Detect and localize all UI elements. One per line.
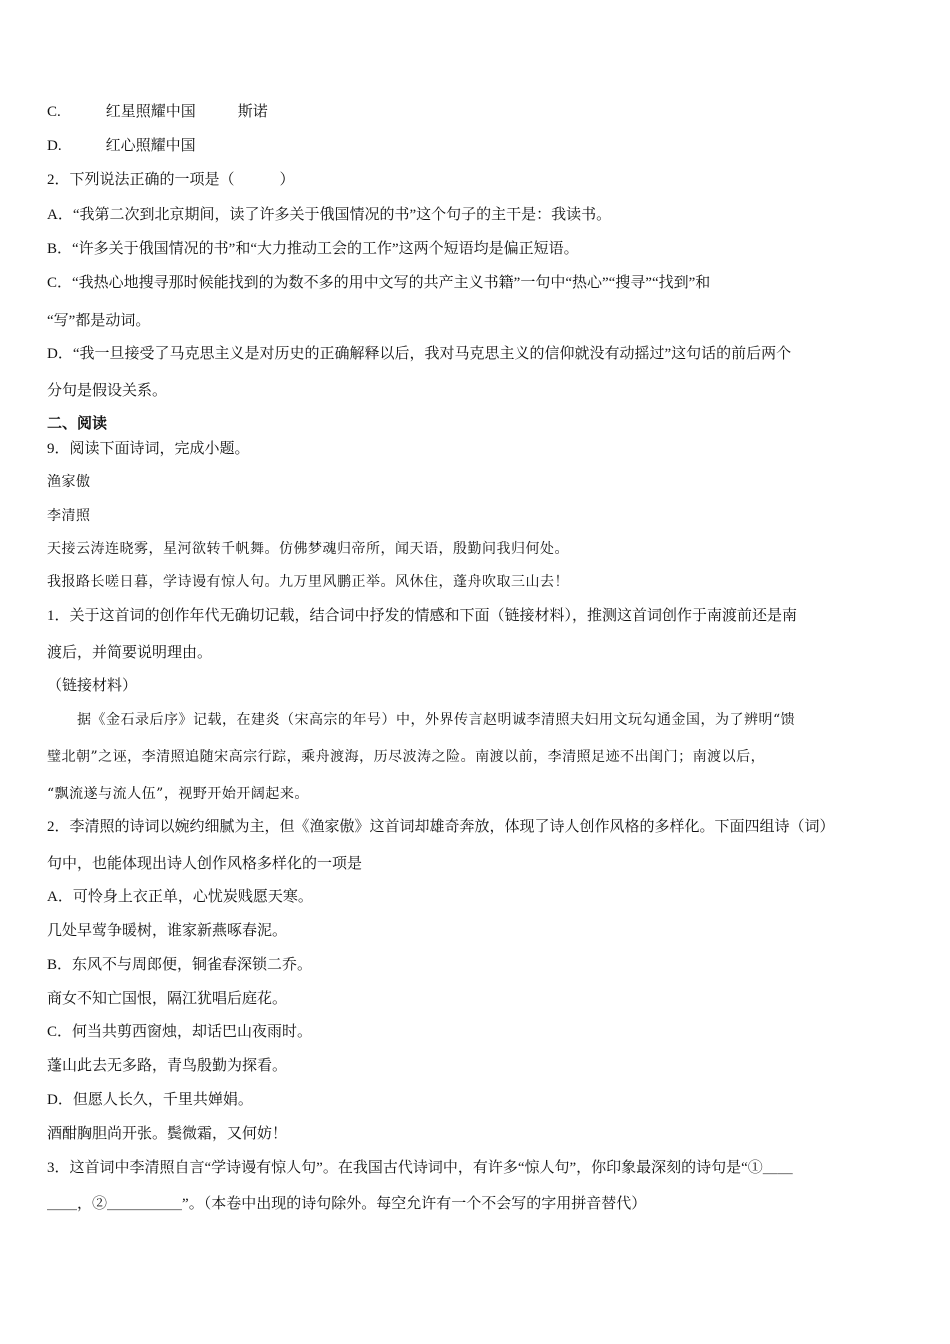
book-title: 红星照耀中国 — [105, 104, 196, 120]
subquestion-3-text: 3．这首词中李清照自言“学诗谩有惊人句”。在我国古代诗词中，有许多“惊人句”，你印象最深刻的诗句是“ — [47, 1160, 748, 1176]
answer-blank-1-cont[interactable]: ＿＿ — [47, 1196, 78, 1212]
question-2-option-c-cont: “写”都是动词。 — [47, 313, 151, 329]
poem-line-1: 天接云涛连晓雾，星河欲转千帆舞。仿佛梦魂归帝所，闻天语，殷勤问我归何处。 — [47, 541, 569, 557]
link-material-label: （链接材料） — [47, 678, 138, 694]
separator: ， — [77, 1196, 93, 1212]
sq2-option-c-cont: 蓬山此去无多路，青鸟殷勤为探看。 — [47, 1058, 288, 1074]
answer-blank-1[interactable]: ①＿＿ — [747, 1160, 793, 1176]
subquestion-2-cont: 句中，也能体现出诗人创作风格多样化的一项是 — [47, 856, 363, 872]
subquestion-1-cont: 渡后，并简要说明理由。 — [47, 645, 213, 661]
sq2-option-b: B．东风不与周郎便，铜雀春深锁二乔。 — [47, 957, 313, 973]
question-2-option-d-cont: 分句是假设关系。 — [47, 383, 168, 399]
sq2-option-a-cont: 几处早莺争暖树，谁家新燕啄春泥。 — [47, 923, 288, 939]
sq2-option-b-cont: 商女不知亡国恨，隔江犹唱后庭花。 — [47, 991, 288, 1007]
link-material-line-1: 据《金石录后序》记载，在建炎（宋高宗的年号）中，外界传言赵明诚李清照夫妇用文玩勾通金国，为了辨明“馈 — [77, 712, 796, 728]
question-2-option-c: C．“我热心地搜寻那时候能找到的为数不多的用中文写的共产主义书籍”一句中“热心”“搜寻”“找到”和 — [47, 275, 711, 291]
subquestion-3-cont — [47, 1194, 646, 1214]
sq2-option-d: D．但愿人长久，千里共婵娟。 — [47, 1092, 253, 1108]
poem-line-2: 我报路长嗟日暮，学诗谩有惊人句。九万里风鹏正举。风休住，蓬舟吹取三山去！ — [47, 574, 569, 590]
option-label: C. — [47, 104, 61, 120]
link-material-line-2: 璧北朝”之诬，李清照追随宋高宗行踪，乘舟渡海，历尽波涛之险。南渡以前，李清照足迹不出闺门；南渡以后， — [47, 749, 766, 765]
book-author: 斯诺 — [237, 104, 268, 120]
question-2-option-d: D．“我一旦接受了马克思主义是对历史的正确解释以后，我对马克思主义的信仰就没有动摇过”这句话的前后两个 — [47, 346, 792, 362]
poem-title: 渔家傲 — [47, 474, 91, 490]
subquestion-1: 1．关于这首词的创作年代无确切记载，结合词中抒发的情感和下面（链接材料），推测这首词创作于南渡前还是南 — [47, 608, 798, 624]
question-2-option-a: A．“我第二次到北京期间，读了许多关于俄国情况的书”这个句子的主干是：我读书。 — [47, 207, 612, 223]
sq2-option-c: C．何当共剪西窗烛，却话巴山夜雨时。 — [47, 1024, 313, 1040]
section-heading: 二、阅读 — [47, 416, 108, 432]
subquestion-2: 2．李清照的诗词以婉约细腻为主，但《渔家傲》这首词却雄奇奔放，体现了诗人创作风格的多样化。下面四组诗（词） — [47, 819, 835, 835]
poem-author: 李清照 — [47, 508, 91, 524]
question-2-stem: 2．下列说法正确的一项是（ ） — [47, 172, 295, 188]
option-d-prev — [47, 136, 196, 156]
sq2-option-a: A．可怜身上衣正单，心忧炭贱愿天寒。 — [47, 889, 313, 905]
option-c-prev — [47, 102, 268, 122]
book-title: 红心照耀中国 — [105, 138, 196, 154]
sq2-option-d-cont: 酒酣胸胆尚开张。鬓微霜，又何妨！ — [47, 1126, 288, 1142]
question-2-option-b: B．“许多关于俄国情况的书”和“大力推动工会的工作”这两个短语均是偏正短语。 — [47, 241, 579, 257]
question-9-stem: 9．阅读下面诗词，完成小题。 — [47, 441, 250, 457]
answer-blank-2[interactable]: ②＿＿＿＿＿ — [92, 1196, 183, 1212]
link-material-line-3: “飘流遂与流人伍”，视野开始开阔起来。 — [47, 786, 309, 802]
subquestion-3 — [47, 1158, 793, 1178]
subquestion-3-rest: ”。（本卷中出现的诗句除外。每空允许有一个不会写的字用拼音替代） — [182, 1196, 647, 1212]
option-label: D. — [47, 138, 62, 154]
